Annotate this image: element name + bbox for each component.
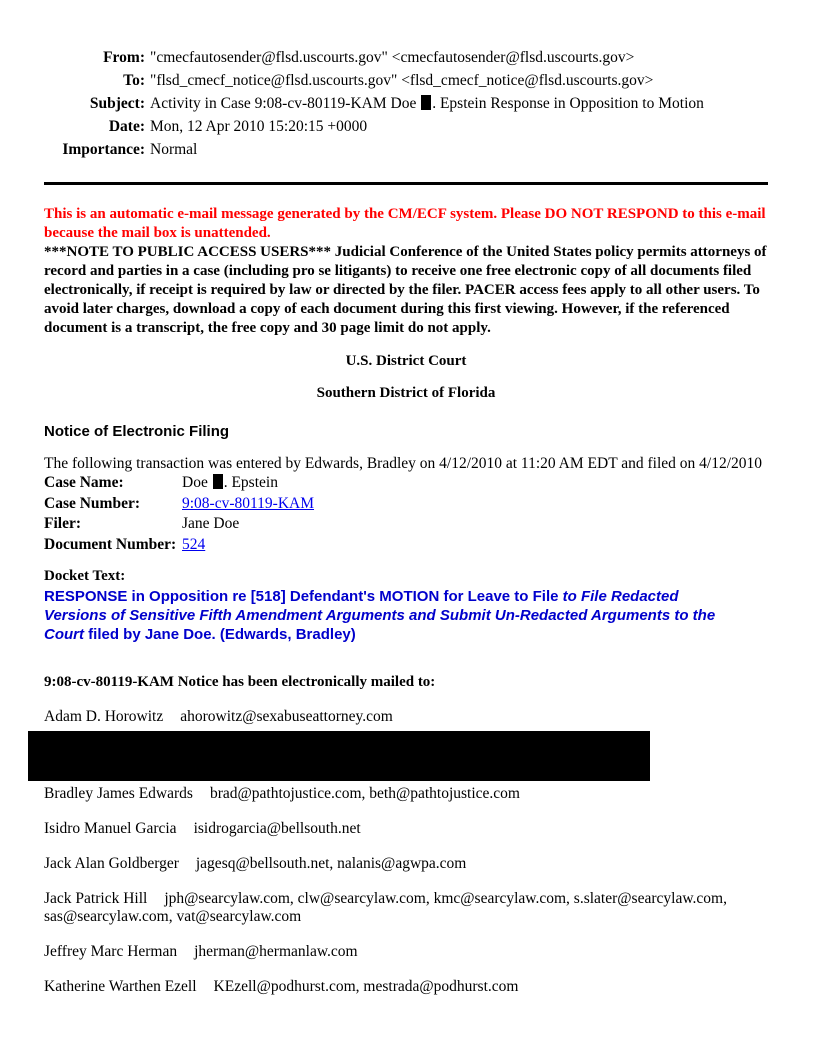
recipient-emails: brad@pathtojustice.com, beth@pathtojustice.com (209, 785, 520, 802)
date-label: Date: (108, 118, 145, 135)
recipient-redaction-block (28, 731, 650, 781)
recipient-emails: jph@searcylaw.com, clw@searcylaw.com, kmc@searcylaw.com, s.slater@searcylaw.com, sas@searcylaw.com, vat@searcylaw.com (44, 890, 727, 925)
document-number-link[interactable]: 524 (182, 535, 206, 553)
docket-part-3: filed by Jane Doe. (Edwards, Bradley) (84, 626, 356, 643)
recipient-emails: ahorowitz@sexabuseattorney.com (180, 708, 393, 725)
docket-text (44, 587, 744, 644)
docket-part-1: RESPONSE in Opposition re [518] Defendant's MOTION for Leave to File (44, 588, 563, 605)
from-label: From: (103, 49, 145, 66)
recipient-row (44, 978, 768, 996)
case-name-after: . Epstein (223, 474, 278, 491)
case-number-label: Case Number: (44, 494, 140, 512)
importance-label: Importance: (62, 141, 145, 158)
recipient-emails: KEzell@podhurst.com, mestrada@podhurst.com (213, 978, 519, 995)
document-number-label: Document Number: (44, 535, 177, 553)
public-access-note: ***NOTE TO PUBLIC ACCESS USERS*** Judicial Conference of the United States policy permits attorneys of record and parties in a case (including pro se litigants) to receive one free electronic copy of all documents filed electronically, if receipt is required by law or directed by the filer. PACER access fees apply to all other users. To avoid later charges, download a copy of each document during this first viewing. However, if the referenced document is a transcript, the free copy and 30 page limit do not apply. (44, 244, 767, 336)
to-value: "flsd_cmecf_notice@flsd.uscourts.gov" <flsd_cmecf_notice@flsd.uscourts.gov> (150, 72, 654, 89)
filer-value: Jane Doe (182, 515, 240, 532)
recipient-row (44, 943, 768, 961)
recipient-row (44, 820, 768, 838)
docket-part-2-italic: to File Redacted Versions of Sensitive Fifth Amendment Arguments and Submit Un-Redacted Arguments to the Court (44, 588, 716, 643)
recipient-row (44, 855, 768, 873)
document-number-cell (182, 535, 768, 556)
docket-text-heading: Docket Text: (44, 568, 126, 584)
notice-of-electronic-filing-title: Notice of Electronic Filing (44, 423, 230, 440)
from-value: "cmecfautosender@flsd.uscourts.gov" <cmecfautosender@flsd.uscourts.gov> (150, 49, 635, 66)
recipient-row (44, 890, 768, 926)
recipient-name: Jeffrey Marc Herman (44, 943, 178, 960)
case-number-link[interactable]: 9:08-cv-80119-KAM (182, 494, 315, 512)
email-header (44, 46, 768, 161)
court-district: Southern District of Florida (316, 385, 496, 401)
subject-redaction-box (421, 95, 431, 110)
case-number-cell (182, 494, 768, 515)
transaction-line: The following transaction was entered by Edwards, Bradley on 4/12/2010 at 11:20 AM EDT and filed on 4/12/2010 (44, 455, 763, 472)
court-title: U.S. District Court (345, 353, 467, 369)
recipient-emails: jagesq@bellsouth.net, nalanis@agwpa.com (195, 855, 467, 872)
importance-value: Normal (150, 141, 198, 158)
subject-text-after: . Epstein Response in Opposition to Motion (432, 95, 704, 112)
header-divider (44, 182, 768, 185)
date-value: Mon, 12 Apr 2010 15:20:15 +0000 (150, 118, 368, 135)
recipient-name: Katherine Warthen Ezell (44, 978, 197, 995)
to-label: To: (123, 72, 145, 89)
auto-email-warning: This is an automatic e-mail message generated by the CM/ECF system. Please DO NOT RESPOND to this e-mail because the mail box is unattended. (44, 206, 766, 241)
recipient-row (44, 708, 768, 726)
recipient-name: Adam D. Horowitz (44, 708, 164, 725)
recipient-name: Bradley James Edwards (44, 785, 193, 802)
recipient-row (44, 785, 768, 803)
subject-value (150, 92, 768, 115)
case-name-label: Case Name: (44, 474, 124, 491)
subject-label: Subject: (89, 95, 145, 112)
recipient-name: Jack Alan Goldberger (44, 855, 179, 872)
filer-label: Filer: (44, 515, 82, 532)
case-name-before: Doe (182, 474, 208, 491)
case-name-redaction-box (213, 474, 223, 489)
recipient-name: Isidro Manuel Garcia (44, 820, 177, 837)
recipient-emails: jherman@hermanlaw.com (194, 943, 358, 960)
case-name-value (182, 473, 768, 494)
case-details (44, 473, 768, 555)
subject-text-before: Activity in Case 9:08-cv-80119-KAM Doe (150, 95, 417, 112)
mailed-to-heading: 9:08-cv-80119-KAM Notice has been electronically mailed to: (44, 674, 436, 690)
recipient-emails: isidrogarcia@bellsouth.net (193, 820, 361, 837)
recipient-name: Jack Patrick Hill (44, 890, 148, 907)
